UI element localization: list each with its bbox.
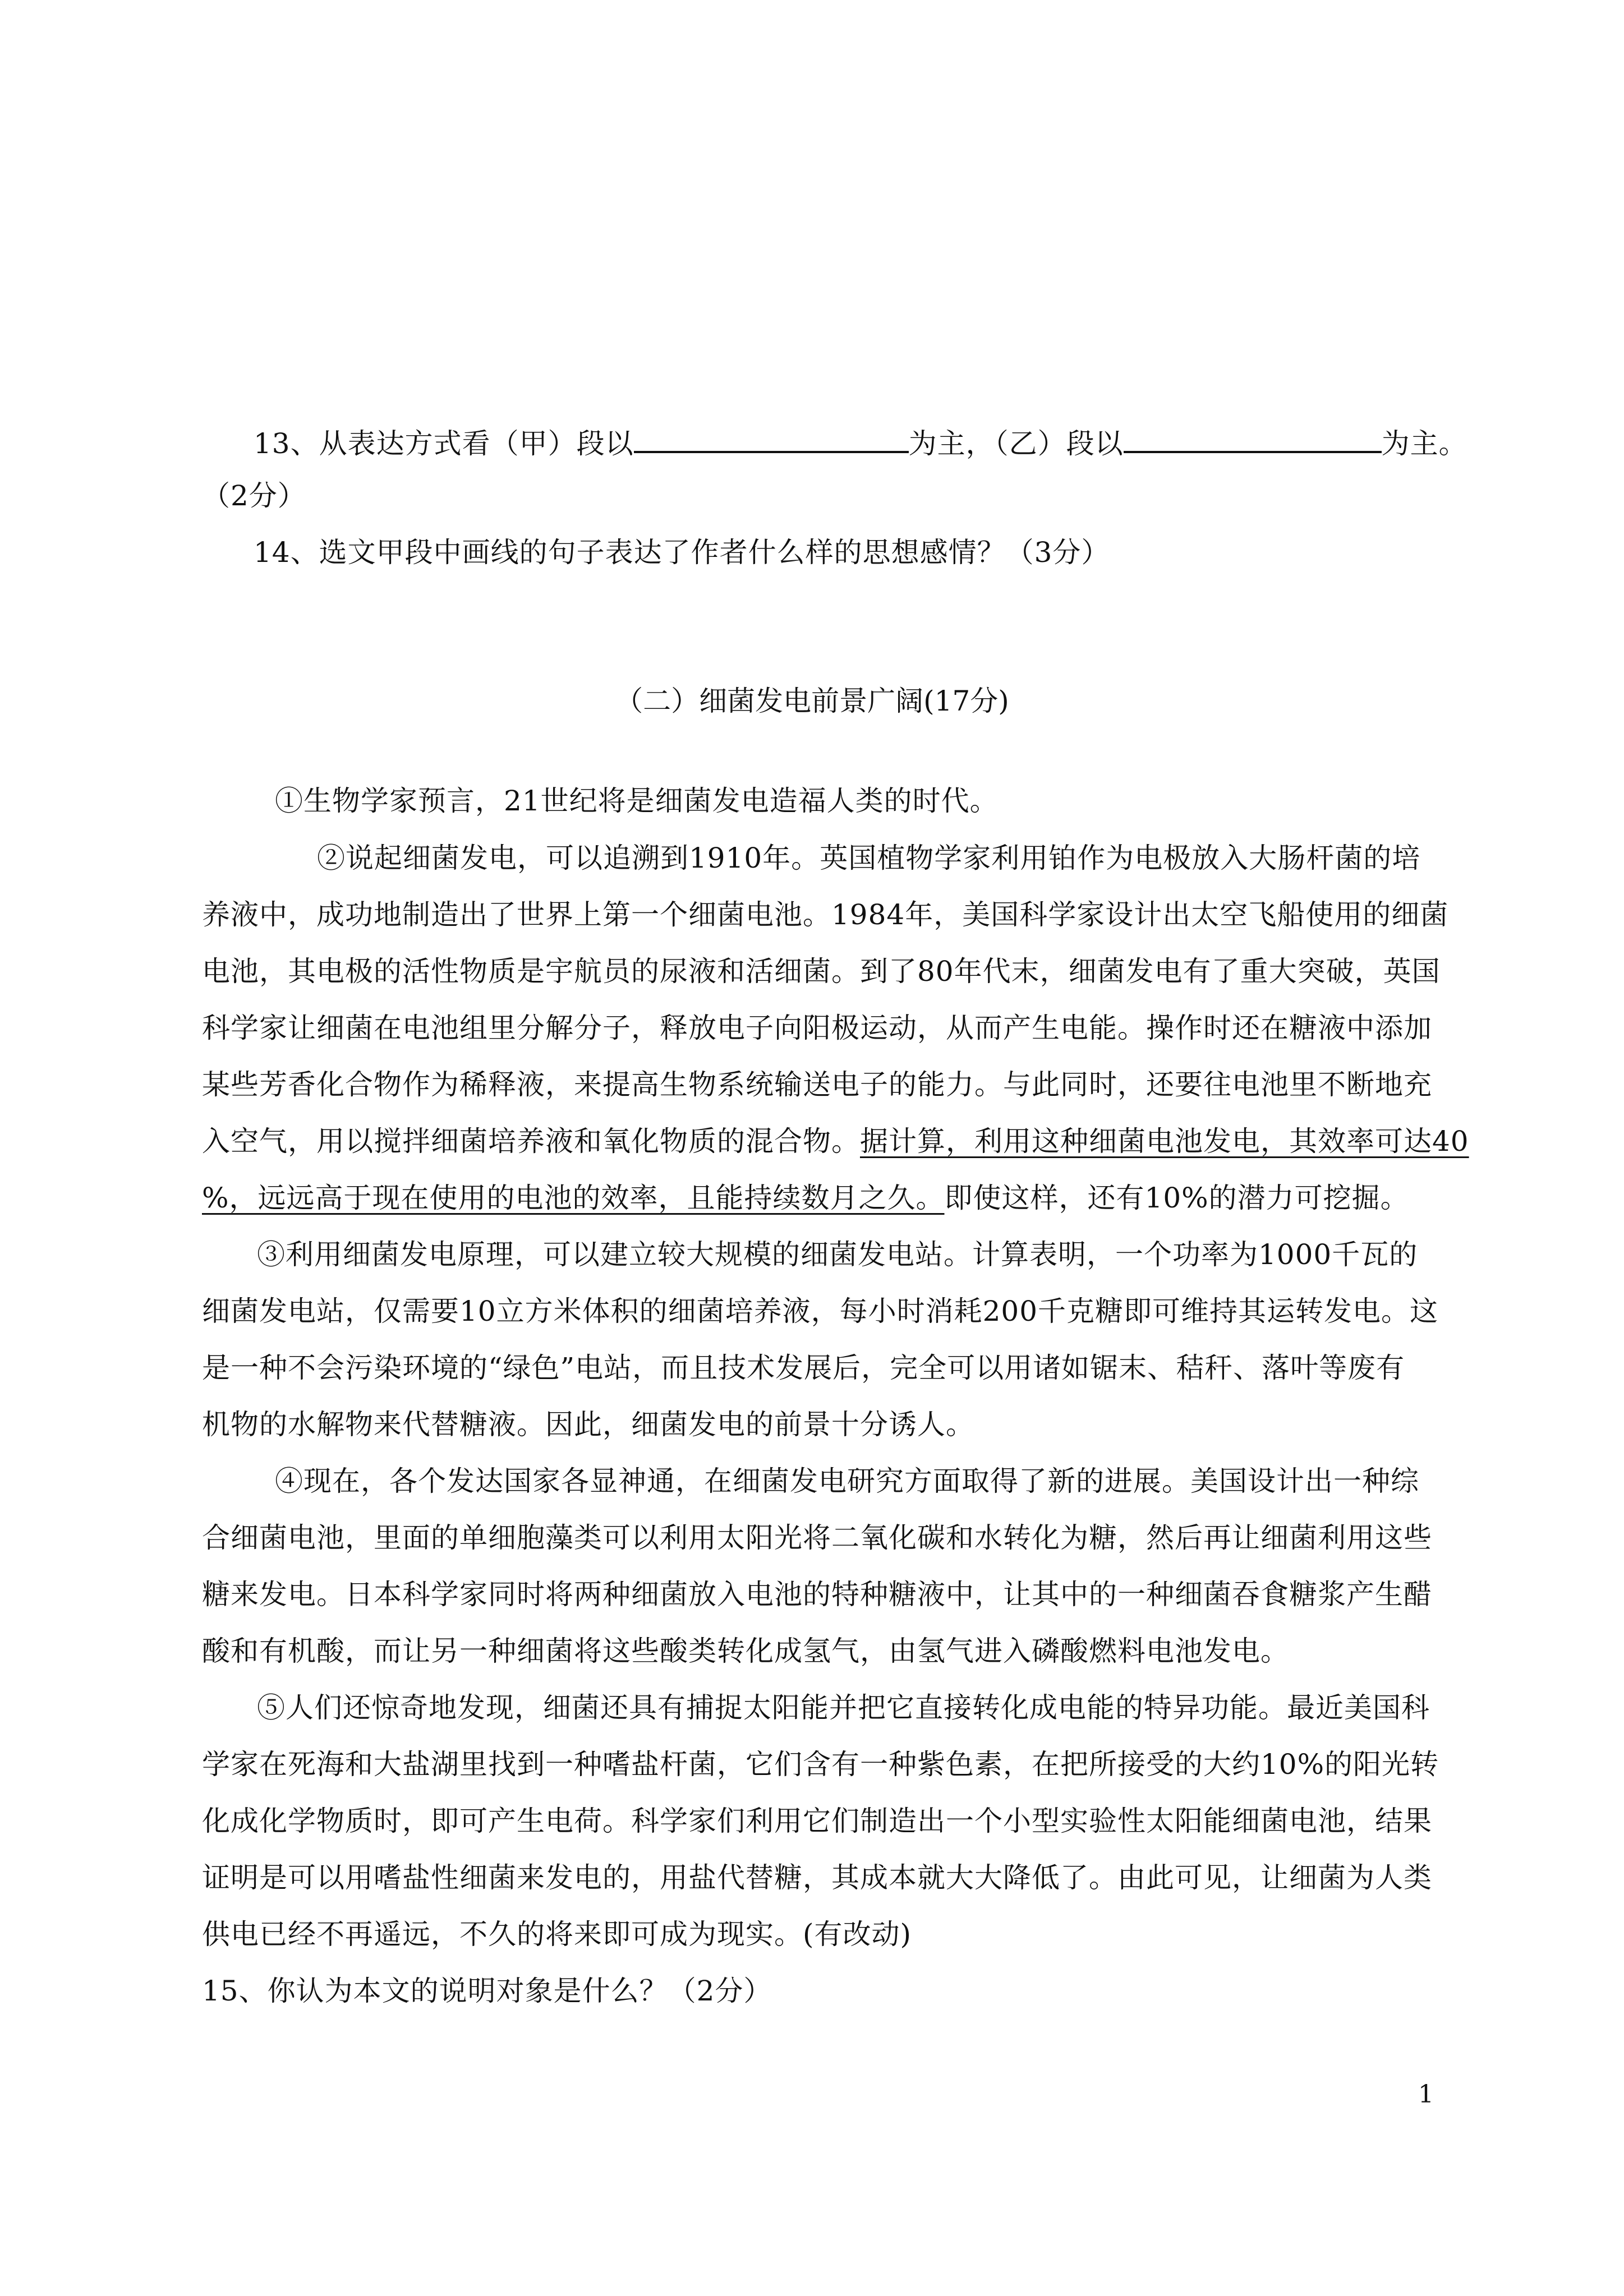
answer-blank-jia[interactable] [634, 424, 909, 453]
question-13-score: （2分） [202, 480, 306, 512]
paragraph-2-line-6 [202, 1124, 1469, 1158]
paragraph-4-line-4: 酸和有机酸，而让另一种细菌将这些酸类转化成氢气，由氢气进入磷酸燃料电池发电。 [202, 1635, 1289, 1667]
paragraph-3-line-1: ③利用细菌发电原理，可以建立较大规模的细菌发电站。计算表明，一个功率为1000千瓦的 [257, 1238, 1418, 1271]
underlined-sentence-part-2: %，远远高于现在使用的电池的效率，且能持续数月之久。 [202, 1182, 945, 1214]
question-13-prefix: 13、从表达方式看（甲）段以 [254, 427, 634, 460]
section-title: （二）细菌发电前景广阔(17分) [615, 685, 1009, 717]
answer-blank-yi[interactable] [1124, 424, 1382, 453]
paragraph-2-line-6-plain: 入空气，用以搅拌细菌培养液和氧化物质的混合物。 [202, 1125, 860, 1158]
paragraph-2-line-3: 电池，其电极的活性物质是宇航员的尿液和活细菌。到了80年代末，细菌发电有了重大突破，英国 [202, 955, 1441, 988]
paragraph-2-line-4: 科学家让细菌在电池组里分解分子，释放电子向阳极运动，从而产生电能。操作时还在糖液中添加 [202, 1012, 1432, 1044]
paragraph-5-line-3: 化成化学物质时，即可产生电荷。科学家们利用它们制造出一个小型实验性太阳能细菌电池，结果 [202, 1805, 1432, 1837]
paragraph-5-line-1: ⑤人们还惊奇地发现，细菌还具有捕捉太阳能并把它直接转化成电能的特异功能。最近美国科 [257, 1691, 1430, 1724]
paragraph-4-line-2: 合细菌电池，里面的单细胞藻类可以利用太阳光将二氧化碳和水转化为糖，然后再让细菌利用这些 [202, 1522, 1432, 1554]
paragraph-2-line-5: 某些芳香化合物作为稀释液，来提高生物系统输送电子的能力。与此同时，还要往电池里不断地充 [202, 1068, 1432, 1101]
question-13 [254, 424, 1507, 460]
question-13-middle: 为主，（乙）段以 [908, 427, 1124, 460]
paragraph-2-line-7-plain: 即使这样，还有10%的潜力可挖掘。 [944, 1182, 1409, 1214]
paragraph-4-line-1: ④现在，各个发达国家各显神通，在细菌发电研究方面取得了新的进展。美国设计出一种综 [275, 1465, 1419, 1497]
paragraph-2-line-1: ②说起细菌发电，可以追溯到1910年。英国植物学家利用铂作为电极放入大肠杆菌的培 [317, 842, 1421, 874]
paragraph-3-line-4: 机物的水解物来代替糖液。因此，细菌发电的前景十分诱人。 [202, 1408, 974, 1441]
page-number: 1 [1418, 2080, 1434, 2109]
paragraph-1: ①生物学家预言，21世纪将是细菌发电造福人类的时代。 [275, 785, 999, 817]
question-14: 14、选文甲段中画线的句子表达了作者什么样的思想感情？（3分） [254, 536, 1110, 569]
paragraph-3-line-2: 细菌发电站，仅需要10立方米体积的细菌培养液，每小时消耗200千克糖即可维持其运转发电。这 [202, 1295, 1439, 1327]
paragraph-3-line-3: 是一种不会污染环境的“绿色”电站，而且技术发展后，完全可以用诸如锯末、秸秆、落叶等废有 [202, 1352, 1405, 1384]
paragraph-4-line-3: 糖来发电。日本科学家同时将两种细菌放入电池的特种糖液中，让其中的一种细菌吞食糖浆产生醋 [202, 1578, 1432, 1611]
paragraph-5-line-5: 供电已经不再遥远，不久的将来即可成为现实。(有改动) [202, 1918, 912, 1951]
paragraph-5-line-4: 证明是可以用嗜盐性细菌来发电的，用盐代替糖，其成本就大大降低了。由此可见，让细菌为人类 [202, 1861, 1432, 1894]
paragraph-5-line-2: 学家在死海和大盐湖里找到一种嗜盐杆菌，它们含有一种紫色素，在把所接受的大约10%的阳光转 [202, 1748, 1439, 1781]
paragraph-2-line-7 [202, 1181, 1456, 1215]
underlined-sentence-part-1: 据计算，利用这种细菌电池发电，其效率可达40 [860, 1125, 1469, 1158]
question-13-suffix: 为主。 [1381, 427, 1467, 460]
question-15: 15、你认为本文的说明对象是什么？（2分） [202, 1975, 772, 2007]
paragraph-2-line-2: 养液中，成功地制造出了世界上第一个细菌电池。1984年，美国科学家设计出太空飞船使用的细菌 [202, 898, 1449, 931]
